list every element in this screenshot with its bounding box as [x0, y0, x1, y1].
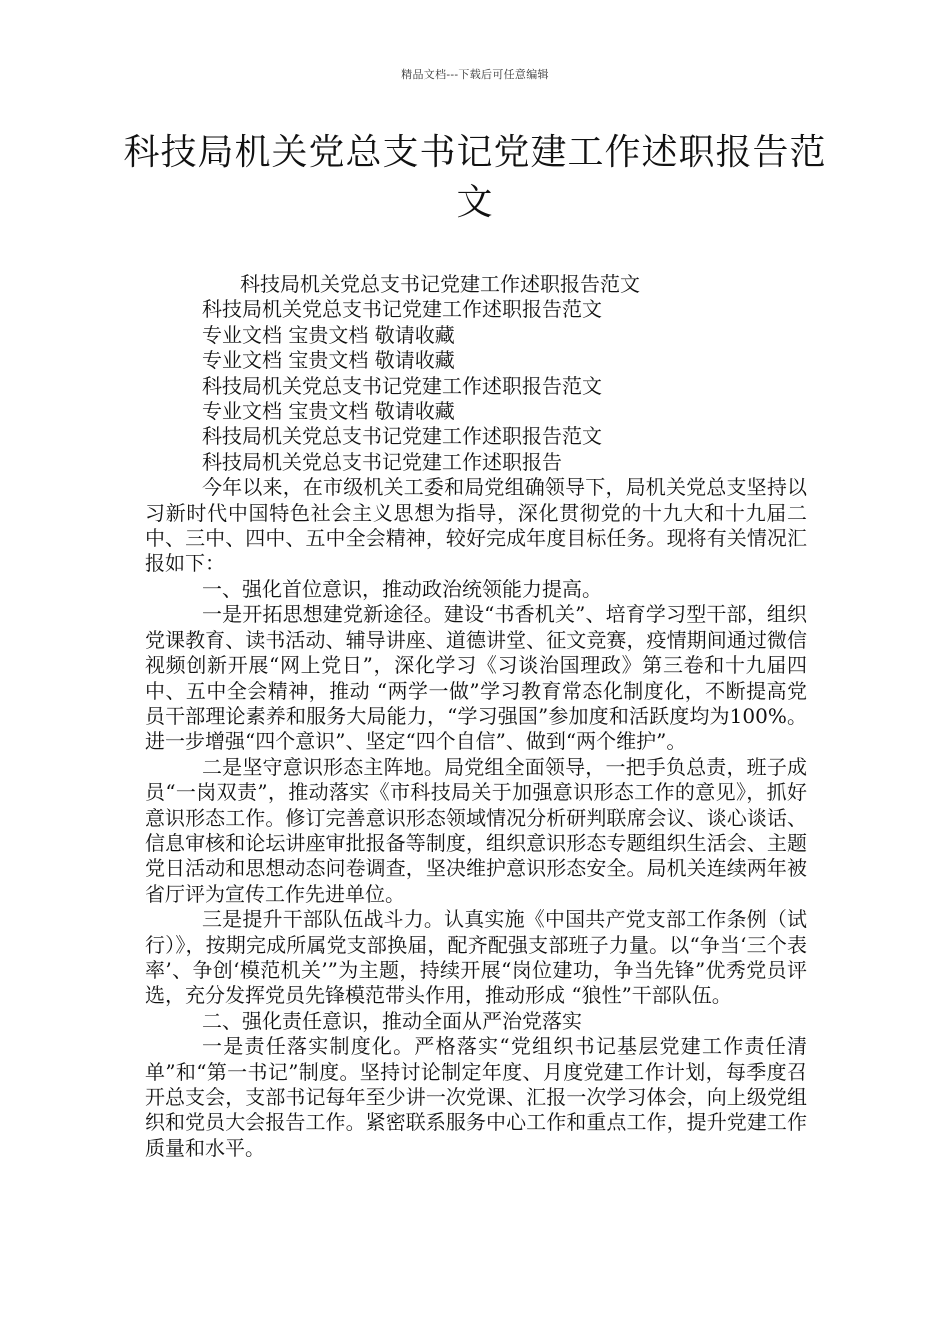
intro-paragraph: 今年以来，在市级机关工委和局党组确领导下，局机关党总支坚持以习新时代中国特色社会主义思想为指导，深化贯彻党的十九大和十九届二中、三中、四中、五中全会精神，较好完成年度目标任务。现将有关情况汇报如下： [145, 475, 807, 576]
report-subtitle-line: 科技局机关党总支书记党建工作述职报告 [202, 449, 562, 474]
watermark-line: 专业文档 宝贵文档 敬请收藏 [202, 348, 455, 373]
watermark-line: 专业文档 宝贵文档 敬请收藏 [202, 322, 455, 347]
body-paragraph: 三是提升干部队伍战斗力。认真实施《中国共产党支部工作条例（试行）》，按期完成所属党支部换届，配齐配强支部班子力量。以“争当‘三个表率’、争创‘模范机关’”为主题，持续开展“岗位建功，争当先锋”优秀党员评选，充分发挥党员先锋模范带头作用，推动形成 “狼性”干部队伍。 [145, 907, 807, 1008]
body-paragraph: 一是开拓思想建党新途径。建设“书香机关”、培育学习型干部，组织党课教育、读书活动、辅导讲座、道德讲堂、征文竞赛，疫情期间通过微信视频创新开展“网上党日”，深化学习《习谈治国理政》第三卷和十九届四中、五中全会精神，推动 “两学一做”学习教育常态化制度化，不断提高党员干部理论素养和服务大局能力，“学习强国”参加度和活跃度均为100%。进一步增强“四个意识”、坚定“四个自信”、做到“两个维护”。 [145, 602, 807, 754]
document-body [145, 272, 807, 1161]
section-heading-1: 一、强化首位意识，推动政治统领能力提高。 [202, 576, 602, 601]
document-title: 科技局机关党总支书记党建工作述职报告范文 [123, 132, 827, 223]
body-paragraph: 二是坚守意识形态主阵地。局党组全面领导，一把手负总责，班子成员“一岗双责”，推动落实《市科技局关于加强意识形态工作的意见》，抓好意识形态工作。修订完善意识形态领域情况分析研判联席会议、谈心谈话、信息审核和论坛讲座审批报备等制度，组织意识形态专题组织生活会、主题党日活动和思想动态问卷调查，坚决维护意识形态安全。局机关连续两年被省厅评为宣传工作先进单位。 [145, 754, 807, 906]
body-paragraph: 一是责任落实制度化。严格落实“党组织书记基层党建工作责任清单”和“第一书记”制度。坚持讨论制定年度、月度党建工作计划，每季度召开总支会，支部书记每年至少讲一次党课、汇报一次学习体会，向上级党组织和党员大会报告工作。紧密联系服务中心工作和重点工作，提升党建工作质量和水平。 [145, 1034, 807, 1160]
repeated-title-line: 科技局机关党总支书记党建工作述职报告范文 [240, 272, 640, 296]
watermark-line: 专业文档 宝贵文档 敬请收藏 [202, 399, 455, 424]
header-note: 精品文档---下载后可任意编辑 [401, 68, 549, 81]
repeated-title-line: 科技局机关党总支书记党建工作述职报告范文 [202, 373, 602, 398]
section-heading-2: 二、强化责任意识，推动全面从严治党落实 [202, 1008, 582, 1033]
repeated-title-line: 科技局机关党总支书记党建工作述职报告范文 [202, 297, 602, 322]
repeated-title-line: 科技局机关党总支书记党建工作述职报告范文 [202, 424, 602, 449]
